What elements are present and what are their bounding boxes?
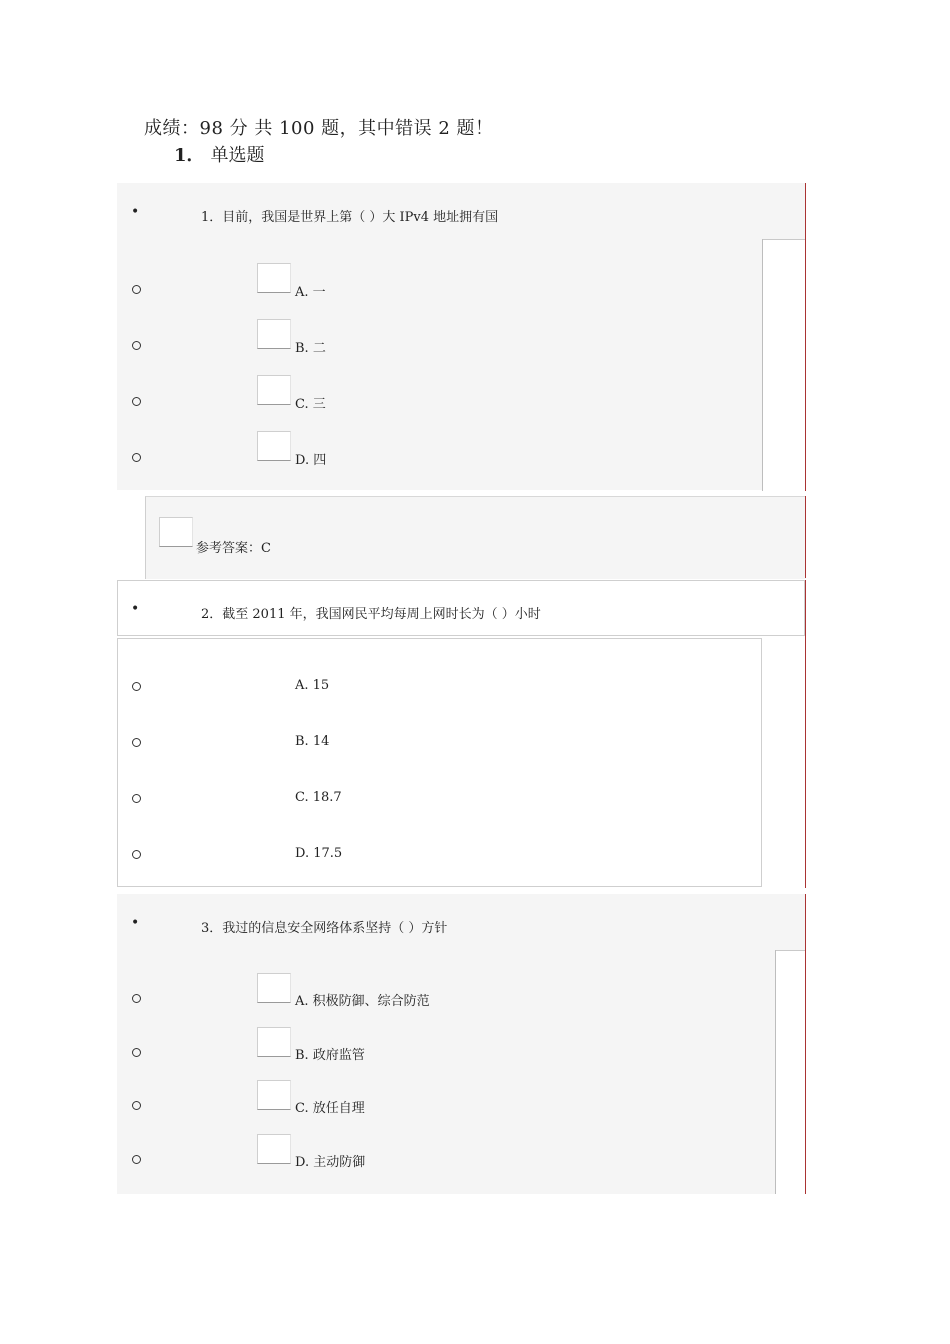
option-1c-label: C. 三 <box>295 397 326 412</box>
option-1b-label: B. 二 <box>295 341 326 356</box>
reference-answer-checkbox[interactable] <box>159 517 193 547</box>
question-1-text: 1．目前，我国是世界上第（ ）大 IPv4 地址拥有国 <box>201 210 499 225</box>
question-2-bullet: • <box>131 601 140 617</box>
option-2b-label: B. 14 <box>295 734 330 749</box>
option-3b-radio[interactable] <box>132 1048 141 1057</box>
question-2-text: 2．截至 2011 年，我国网民平均每周上网时长为（ ）小时 <box>201 607 541 622</box>
divider <box>762 239 763 491</box>
option-3d-radio[interactable] <box>132 1155 141 1164</box>
section-heading <box>174 141 265 167</box>
option-3a-checkbox[interactable] <box>257 973 291 1003</box>
option-2c-radio[interactable] <box>132 794 141 803</box>
option-2b-radio[interactable] <box>132 738 141 747</box>
option-1b-radio[interactable] <box>132 341 141 350</box>
option-2d-label: D. 17.5 <box>295 846 343 861</box>
option-1d-checkbox[interactable] <box>257 431 291 461</box>
right-border <box>805 496 806 578</box>
option-2c-label: C. 18.7 <box>295 790 342 805</box>
option-3c-label: C. 放任自理 <box>295 1101 365 1116</box>
option-2d-radio[interactable] <box>132 850 141 859</box>
section-number: 1． <box>174 145 205 166</box>
option-1c-checkbox[interactable] <box>257 375 291 405</box>
question-1-bullet: • <box>131 204 140 220</box>
divider <box>762 239 805 240</box>
option-1a-checkbox[interactable] <box>257 263 291 293</box>
option-1d-label: D. 四 <box>295 453 327 468</box>
option-2a-label: A. 15 <box>295 678 330 693</box>
option-1a-radio[interactable] <box>132 285 141 294</box>
option-3d-checkbox[interactable] <box>257 1134 291 1164</box>
divider <box>775 950 805 951</box>
reference-answer-text: 参考答案：C <box>196 541 271 556</box>
option-3a-radio[interactable] <box>132 994 141 1003</box>
question-2-options-band <box>117 638 762 887</box>
score-summary: 成绩：98 分 共 100 题，其中错误 2 题！ <box>144 118 494 139</box>
option-3b-checkbox[interactable] <box>257 1027 291 1057</box>
option-1a-label: A. 一 <box>295 285 326 300</box>
option-3a-label: A. 积极防御、综合防范 <box>295 994 430 1009</box>
option-3b-label: B. 政府监管 <box>295 1048 365 1063</box>
question-3-options-band <box>117 951 775 1194</box>
question-1-options-band <box>117 240 762 490</box>
option-3c-checkbox[interactable] <box>257 1080 291 1110</box>
option-3d-label: D. 主动防御 <box>295 1155 366 1170</box>
divider <box>775 950 776 1194</box>
section-title: 单选题 <box>210 145 265 166</box>
right-border <box>805 580 806 888</box>
option-1b-checkbox[interactable] <box>257 319 291 349</box>
option-1d-radio[interactable] <box>132 453 141 462</box>
right-border <box>805 183 806 491</box>
option-1c-radio[interactable] <box>132 397 141 406</box>
option-3c-radio[interactable] <box>132 1101 141 1110</box>
question-3-bullet: • <box>131 915 140 931</box>
question-3-text: 3．我过的信息安全网络体系坚持（ ）方针 <box>201 921 448 936</box>
option-2a-radio[interactable] <box>132 682 141 691</box>
right-border <box>805 894 806 1194</box>
